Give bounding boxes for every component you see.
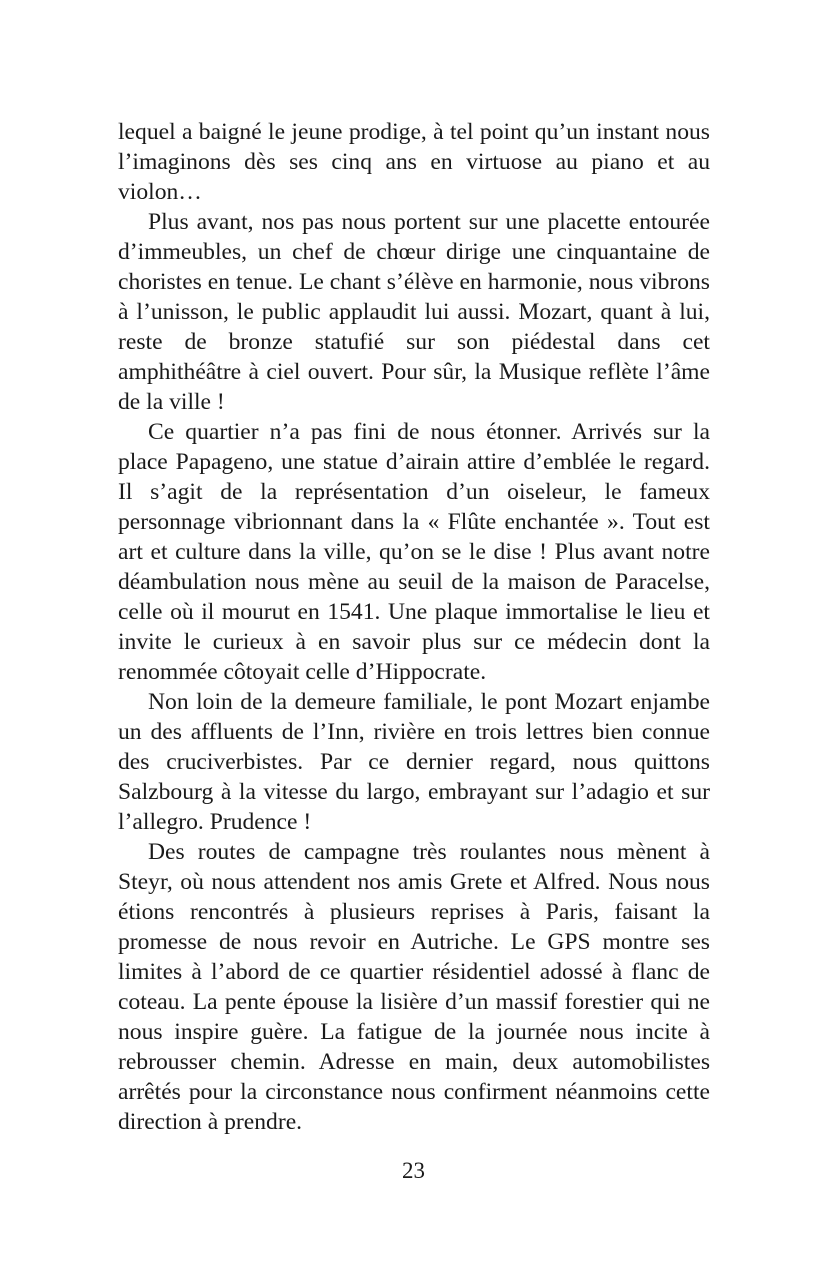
page-number: 23 <box>402 1158 425 1183</box>
paragraph-continued: lequel a baigné le jeune prodige, à tel point qu’un instant nous l’imaginons dès ses cinq ans en virtuose au piano et au violon… <box>118 119 710 205</box>
paragraph: Ce quartier n’a pas fini de nous étonner. Arrivés sur la place Papageno, une statue d’airain attire d’emblée le regard. Il s’agit de la représentation d’un oiseleur, le fameux personnage vibrionnant dans la « Flûte enchantée ». Tout est art et culture dans la ville, qu’on se le dise ! Plus avant notre déambulation nous mène au seuil de la maison de Paracelse, celle où il mourut en 1541. Une plaque immortalise le lieu et invite le curieux à en savoir plus sur ce médecin dont la renommée côtoyait celle d’Hippocrate. <box>118 419 710 685</box>
paragraph: Plus avant, nos pas nous portent sur une placette entourée d’immeubles, un chef de chœur dirige une cinquantaine de choristes en tenue. Le chant s’élève en harmonie, nous vibrons à l’unisson, le public applaudit lui aussi. Mozart, quant à lui, reste de bronze statufié sur son piédestal dans cet amphithéâtre à ciel ouvert. Pour sûr, la Musique reflète l’âme de la ville ! <box>118 209 710 415</box>
paragraph: Des routes de campagne très roulantes nous mènent à Steyr, où nous attendent nos amis Grete et Alfred. Nous nous étions rencontrés à plusieurs reprises à Paris, faisant la promesse de nous revoir en Autriche. Le GPS montre ses limites à l’abord de ce quartier résidentiel adossé à flanc de coteau. La pente épouse la lisière d’un massif forestier qui ne nous inspire guère. La fatigue de la journée nous incite à rebrousser chemin. Adresse en main, deux automobilistes arrêtés pour la circonstance nous confirment néanmoins cette direction à prendre. <box>118 839 710 1135</box>
paragraph: Non loin de la demeure familiale, le pont Mozart enjambe un des affluents de l’Inn, rivière en trois lettres bien connue des cruciverbistes. Par ce dernier regard, nous quittons Salzbourg à la vitesse du largo, embrayant sur l’adagio et sur l’allegro. Prudence ! <box>118 689 710 835</box>
body-text <box>118 117 710 1137</box>
